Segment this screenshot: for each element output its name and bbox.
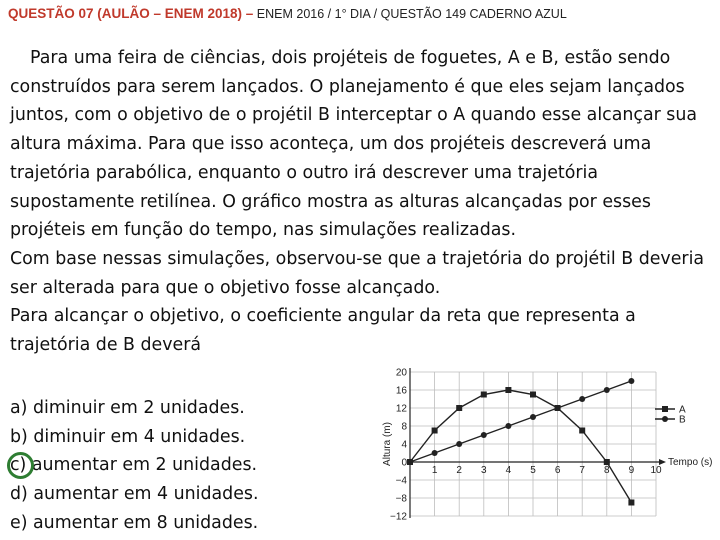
x-tick-label: 5 <box>530 465 536 476</box>
series-b-point <box>505 423 511 429</box>
series-b-point <box>628 378 634 384</box>
question-statement <box>10 44 716 360</box>
series-b-point <box>407 459 413 465</box>
option-d-label: d) aumentar em 4 unidades. <box>10 484 259 505</box>
option-a[interactable] <box>10 394 370 423</box>
x-tick-label: 2 <box>456 465 462 476</box>
question-source: ENEM 2016 / 1° DIA / QUESTÃO 149 CADERNO AZUL <box>253 7 567 21</box>
x-axis-label: Tempo (s) <box>668 457 713 468</box>
series-a-point <box>604 459 610 465</box>
y-axis-label: Altura (m) <box>382 422 393 466</box>
legend-label-b: B <box>679 414 686 426</box>
answer-options <box>10 394 370 538</box>
option-d[interactable] <box>10 480 370 509</box>
y-tick-label: −12 <box>390 511 407 523</box>
y-tick-label: 8 <box>401 421 407 433</box>
y-tick-label: 16 <box>395 385 407 397</box>
legend-marker-a <box>662 406 668 412</box>
x-tick-label: 7 <box>579 465 585 476</box>
x-tick-label: 1 <box>431 465 438 476</box>
series-a-point <box>481 392 487 398</box>
option-c[interactable] <box>10 451 370 480</box>
x-tick-label: 9 <box>628 465 635 476</box>
statement-paragraph-1: Para uma feira de ciências, dois projéteis de foguetes, A e B, estão sendo construídos para serem lançados. O planejamento é que eles sejam lançados juntos, com o objetivo de o projétil B interceptar o A quando esse alcançar sua altura máxima. Para que isso aconteça, um dos projéteis descreverá uma trajetória parabólica, enquanto o outro irá descrever uma trajetória supostamente retilínea. O gráfico mostra as alturas alcançadas por esses projéteis em função do tempo, nas simulações realizadas. <box>10 48 698 241</box>
x-tick-label: 10 <box>650 465 662 476</box>
series-b-point <box>456 441 462 447</box>
y-tick-label: 0 <box>401 457 407 469</box>
series-a-point <box>579 428 585 434</box>
statement-paragraph-2: Com base nessas simulações, observou-se que a trajetória do projétil B deveria ser alterada para que o objetivo fosse alcançado. <box>10 248 705 298</box>
option-c-label: c) aumentar em 2 unidades. <box>10 455 258 476</box>
series-b-point <box>579 396 585 402</box>
series-a-point <box>505 387 511 393</box>
series-a-point <box>432 428 438 434</box>
y-tick-label: 20 <box>395 367 407 379</box>
y-tick-label: 12 <box>395 403 407 415</box>
x-tick-label: 4 <box>505 465 512 476</box>
x-tick-label: 6 <box>554 465 561 476</box>
question-number: QUESTÃO 07 (AULÃO – ENEM 2018) – <box>8 6 254 21</box>
series-b-point <box>432 450 438 456</box>
series-a-point <box>628 500 634 506</box>
statement-paragraph-3: Para alcançar o objetivo, o coeficiente angular da reta que representa a trajetória de B deverá <box>10 306 636 356</box>
x-tick-label: 3 <box>481 465 487 476</box>
series-b-point <box>604 387 610 393</box>
series-a-point <box>530 392 536 398</box>
y-tick-label: −8 <box>395 493 407 505</box>
y-tick-label: 4 <box>401 439 407 451</box>
option-e[interactable] <box>10 509 370 538</box>
legend-marker-b <box>662 416 668 422</box>
option-b-label: b) diminuir em 4 unidades. <box>10 426 246 447</box>
height-time-chart <box>365 362 715 524</box>
legend-label-a: A <box>679 404 686 416</box>
question-header <box>8 6 718 21</box>
series-a-line <box>410 390 631 503</box>
option-a-label: a) diminuir em 2 unidades. <box>10 398 245 418</box>
option-e-label: e) aumentar em 8 unidades. <box>10 512 259 533</box>
series-b-point <box>555 405 561 411</box>
series-b-point <box>530 414 536 420</box>
option-b[interactable] <box>10 423 370 452</box>
series-b-point <box>481 432 487 438</box>
y-tick-label: −4 <box>395 475 407 487</box>
series-a-point <box>456 405 462 411</box>
x-tick-label: 8 <box>604 465 610 476</box>
